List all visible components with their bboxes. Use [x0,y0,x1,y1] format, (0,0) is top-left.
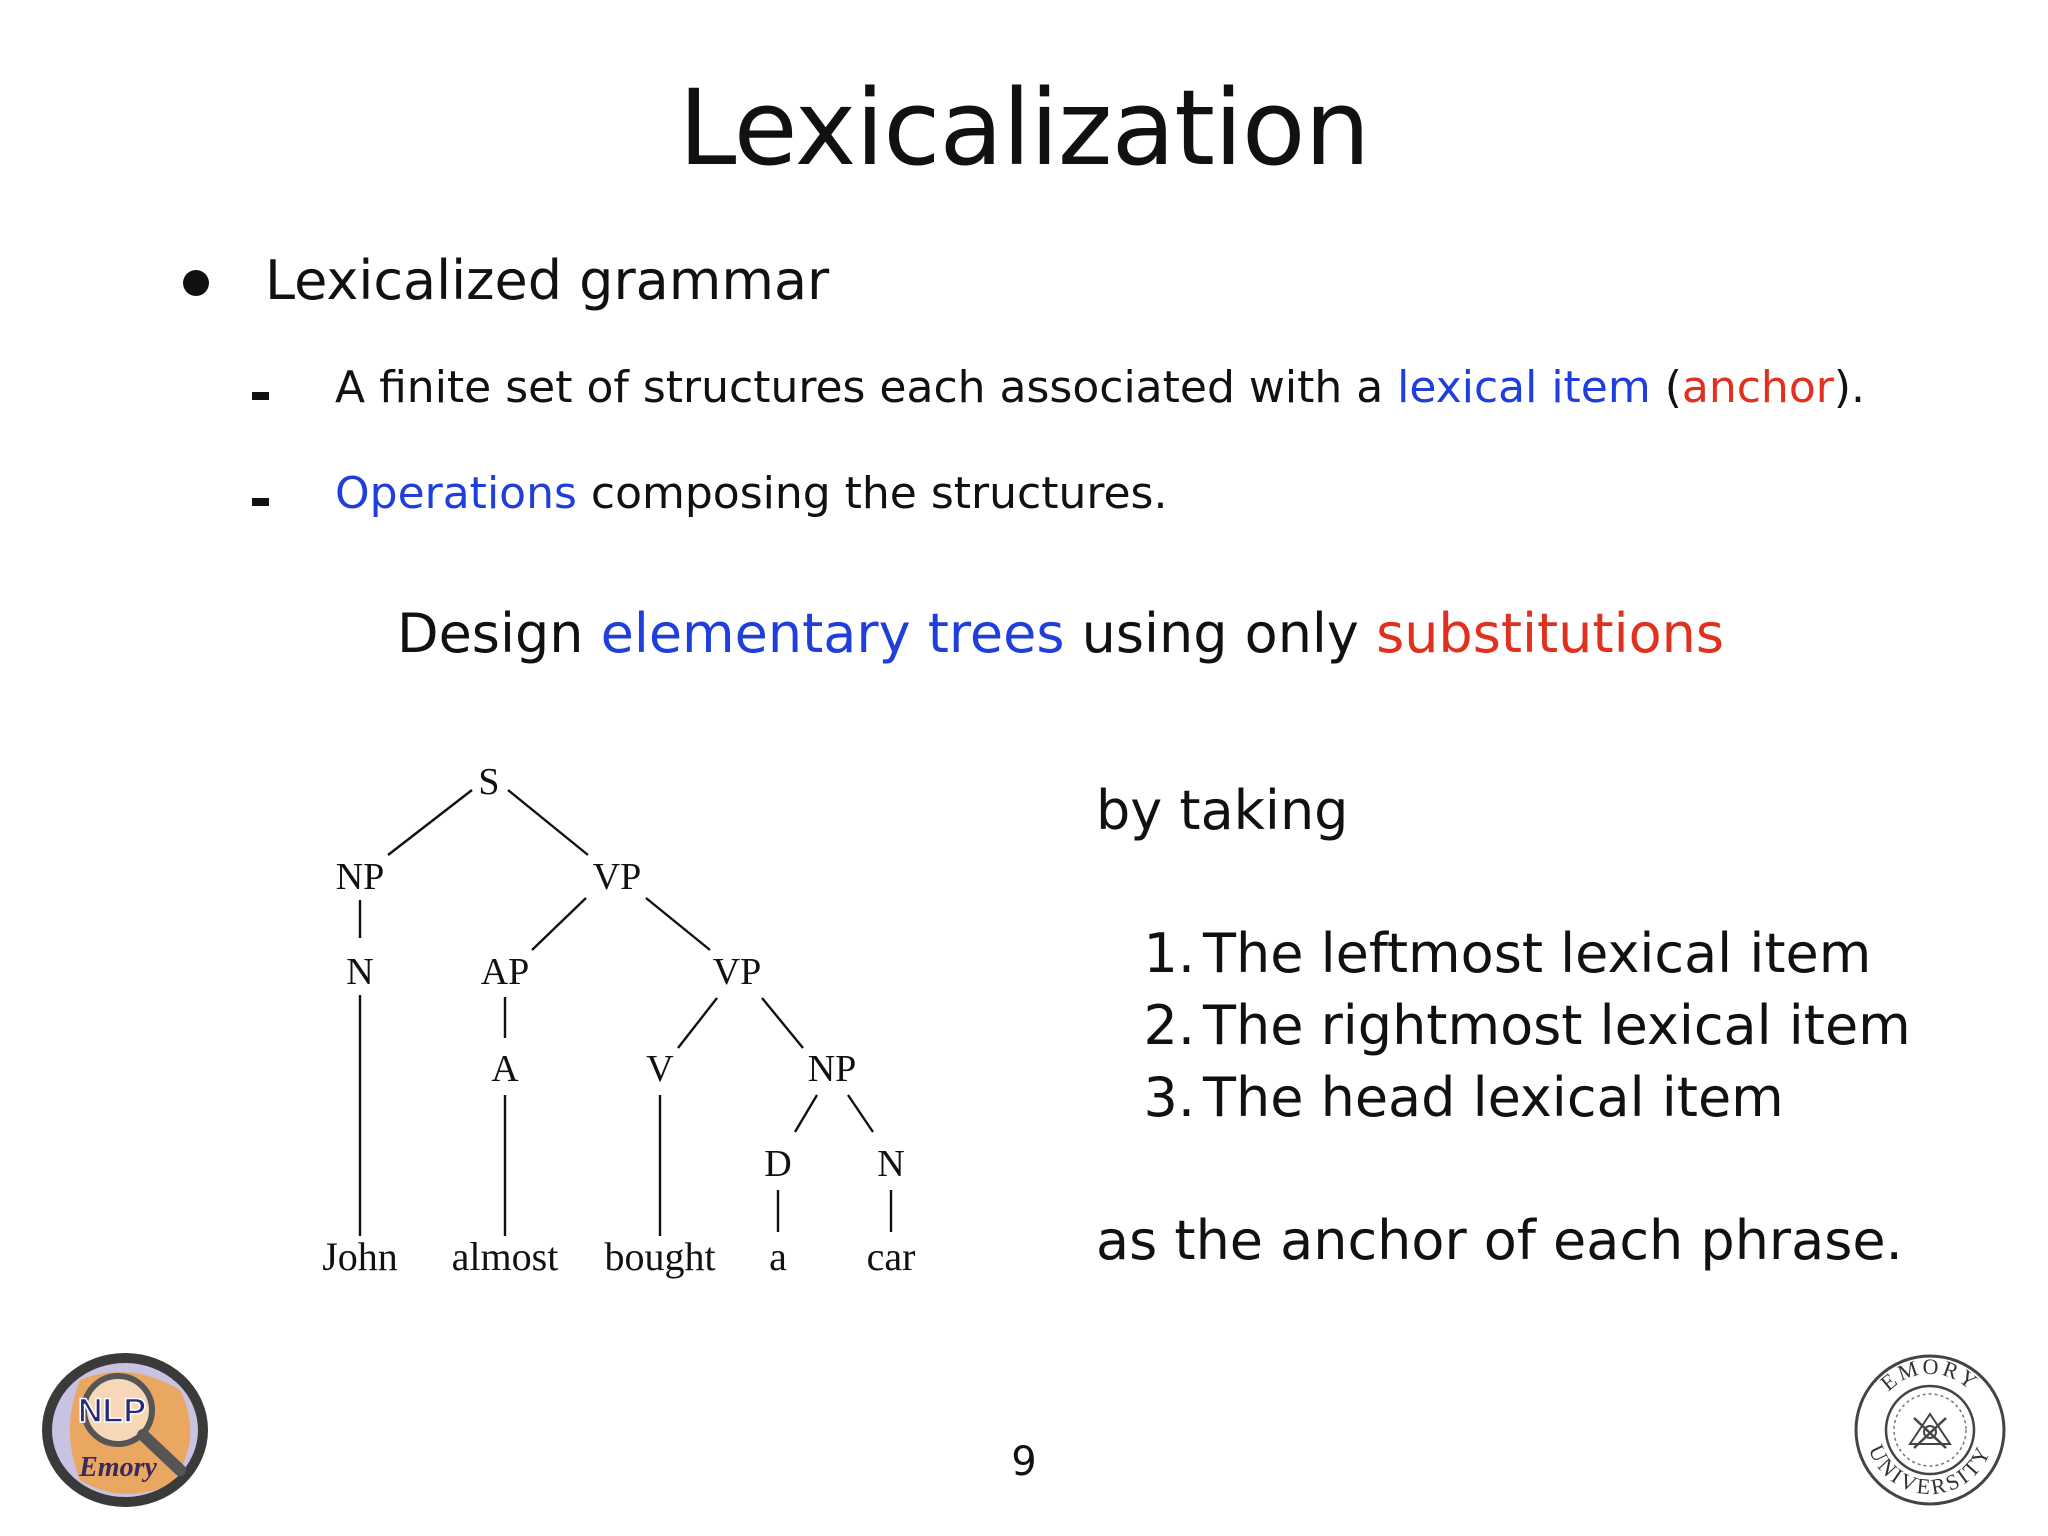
term-lexical-item: lexical item [1397,362,1651,413]
list-number: 1. [1143,922,1195,985]
list-text: The head lexical item [1203,1066,1784,1129]
anchor-options-list [1135,918,1911,1134]
subbullet-text: composing the structures. [576,468,1168,519]
term-substitutions: substitutions [1376,602,1724,665]
term-anchor: anchor [1681,362,1834,413]
tree-node-a: A [491,1048,519,1090]
list-item [1135,990,1911,1062]
tree-leaf-word: car [866,1234,916,1279]
seal-text-bottom: UNIVERSITY [1863,1440,1997,1500]
bullet-lexicalized-grammar: Lexicalized grammar [265,249,830,312]
tree-node-d: D [764,1143,792,1185]
tree-edge [508,790,588,855]
tree-edge [762,998,803,1048]
design-text: using only [1064,602,1377,665]
tree-node-n-subject: N [346,951,374,993]
term-operations: Operations [335,468,577,519]
list-number: 3. [1143,1066,1195,1129]
tree-node-vp-inner: VP [712,951,762,993]
by-taking-label: by taking [1096,779,1349,842]
seal-text-top: EMORY [1875,1353,1985,1396]
tree-edge [532,898,586,950]
tree-edge [646,898,710,950]
tree-node-np-object: NP [807,1048,857,1090]
tree-edge [795,1095,817,1132]
list-number: 2. [1143,994,1195,1057]
list-text: The leftmost lexical item [1203,922,1872,985]
nlp-emory-logo [40,1350,220,1510]
subbullet-text: A finite set of structures each associated with a [335,362,1398,413]
tree-node-ap: AP [480,951,530,993]
tree-edge [678,998,717,1048]
term-elementary-trees: elementary trees [600,602,1065,665]
tree-node-v: V [646,1048,674,1090]
nlp-logo-text: NLP [78,1392,146,1430]
tree-node-n-object: N [877,1143,905,1185]
tree-leaf-word: a [769,1234,787,1279]
tree-node-np-subject: NP [335,856,385,898]
list-item [1135,918,1911,990]
tree-node-vp-top: VP [592,856,642,898]
list-item [1135,1062,1911,1134]
subbullet-text: ( [1650,362,1682,413]
conclusion-text: as the anchor of each phrase. [1096,1209,1903,1272]
slide-title: Lexicalization [678,67,1370,189]
tree-edge [848,1095,873,1132]
nlp-logo-text: Emory [79,1452,157,1483]
tree-leaf-word: bought [604,1234,716,1279]
emory-university-seal [1852,1352,2008,1508]
tree-leaf-word: John [322,1234,398,1279]
page-number: 9 [1011,1439,1037,1485]
design-text: Design [397,602,601,665]
tree-leaf-word: almost [451,1234,559,1279]
subbullet-text: ). [1833,362,1865,413]
tree-edge [388,790,472,855]
list-text: The rightmost lexical item [1203,994,1911,1057]
tree-node-s: S [478,761,500,803]
